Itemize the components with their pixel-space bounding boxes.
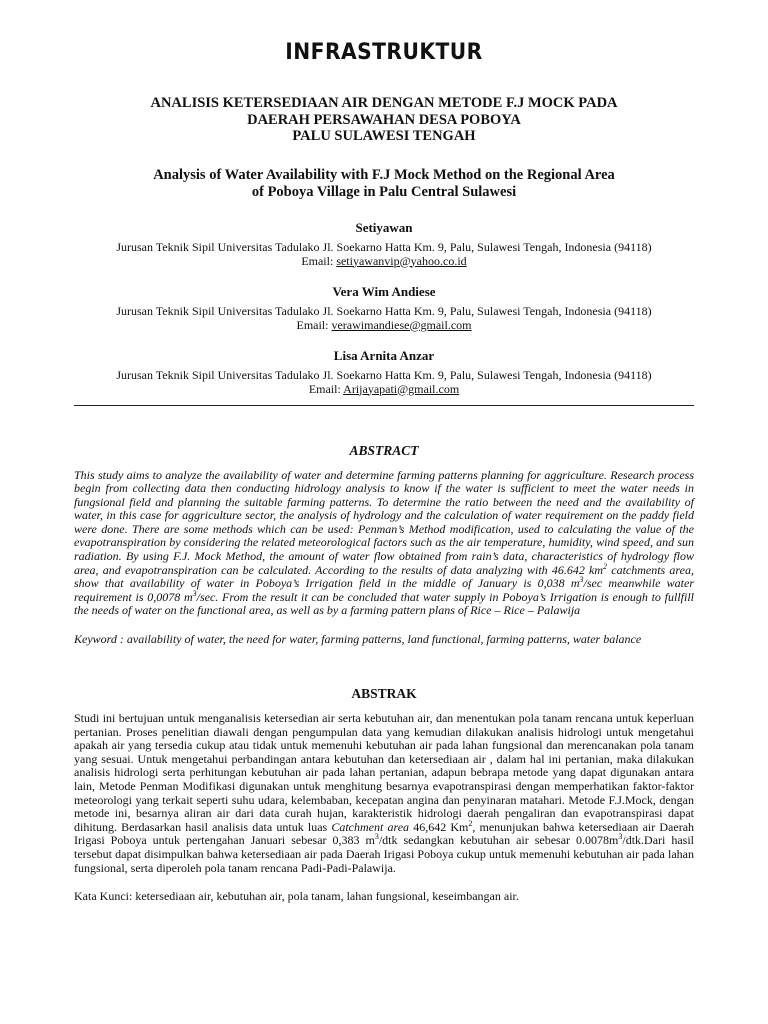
superscript: 2 — [468, 818, 473, 828]
title-indonesian — [74, 95, 694, 145]
author-email-line — [74, 318, 694, 332]
abstrak-text-part: 46,642 Km — [409, 819, 469, 834]
superscript: 3 — [374, 832, 379, 842]
superscript: 3 — [618, 832, 623, 842]
author-name: Vera Wim Andiese — [332, 283, 436, 299]
author-block — [74, 284, 694, 332]
abstrak-text-part: Studi ini bertujuan untuk menganalisis ketersedian air serta kebutuhan air, dan menentukan pola tanam rencana untuk keperluan pertanian. Proses penelitian diawali dengan pengumpulan data yang kemudian dilakukan analisis hidrologi untuk mengetahui apakah air yang tersedia cukup atau tidak untuk memenuhi kebutuhan air pada lahan fungsional dan merencanakan pola tanam yang sesuai. Untuk mengetahui perbandingan antara kebutuhan dan ketersediaan air , dalam hal ini pertanian, maka dilakukan analisis hidrologi serta perhitungan kebutuhan air pada lahan pertanian, adapun bebrapa metode yang dapat digunakan antara lain, Metode Penman Modifikasi digunakan untuk menghitung besarnya evapotranspirasi dengan memperhatikan faktor-faktor meteorologi yang terkait seperti suhu udara, kelembaban, kecepatan angina dan penyinaran matahari. Metode F.J.Mock, dengan metode ini, besarnya aliran air dari data curah hujan, karakteristik hidrologi daerah pengaliran dan evapotranspirasi dapat dihitung. Berdasarkan hasil analisis data untuk luas — [74, 711, 694, 834]
abstract-keywords: Keyword : availability of water, the need for water, farming patterns, land functional, farming patterns, water balance — [74, 632, 642, 647]
abstract-text-part: /sec meanwhile water requirement is 0,0078 m — [74, 576, 695, 604]
superscript: 3 — [192, 588, 197, 598]
abstrak-text-part: , menunjukan bahwa ketersediaan air Daerah Irigasi Poboya untuk pertengahan Januari sebesar 0,383 m — [74, 819, 695, 848]
abstract-heading: ABSTRACT — [349, 442, 419, 458]
email-label: Email: — [296, 317, 332, 332]
title-line: of Poboya Village in Palu Central Sulawesi — [251, 183, 517, 200]
title-line: ANALISIS KETERSEDIAAN AIR DENGAN METODE F.J MOCK PADA — [150, 95, 618, 111]
title-line: PALU SULAWESI TENGAH — [292, 128, 476, 144]
author-name: Setiyawan — [355, 219, 413, 235]
author-affiliation: Jurusan Teknik Sipil Universitas Tadulako Jl. Soekarno Hatta Km. 9, Palu, Sulawesi Tengah, Indonesia (94118) — [116, 367, 652, 382]
journal-name: INFRASTRUKTUR — [285, 40, 483, 65]
author-email-link[interactable]: Arijayapati@gmail.com — [343, 381, 460, 396]
abstrak-text-part: /dtk.Dari hasil tersebut dapat disimpulkan bahwa ketersediaan air pada Daerah Irigasi Poboya cukup untuk memenuhi kebutuhan air pada lahan fungsional, serta diperoleh pola tanam rencana Padi-Padi-Palawija. — [74, 833, 694, 875]
title-line: Analysis of Water Availability with F.J Mock Method on the Regional Area — [153, 166, 615, 183]
title-line: DAERAH PERSAWAHAN DESA POBOYA — [247, 111, 521, 128]
author-block — [74, 220, 694, 268]
author-email-link[interactable]: verawimandiese@gmail.com — [331, 317, 472, 332]
author-email-line — [74, 254, 694, 268]
abstrak-heading: ABSTRAK — [351, 686, 417, 702]
author-block — [74, 348, 694, 396]
abstrak-text-part: /dtk sedangkan kebutuhan air sebesar 0.0078m — [378, 833, 619, 848]
superscript: 3 — [579, 575, 584, 585]
title-english — [74, 167, 694, 201]
author-name: Lisa Arnita Anzar — [333, 347, 435, 363]
abstract-text-part: catchments area, show that availability of water in Poboya’s Irrigation field in the middle of January is 0,038 m — [74, 562, 694, 591]
header-divider — [74, 405, 694, 406]
abstract-text-part: This study aims to analyze the availability of water and determine farming patterns planning for aggriculture. Research process begin from collecting data then conducting hidrology analysis to know if the water is sufficient to meet the water needs in fungsional field and planning the suitable farming patterns. To determine the ratio between the need and the availability of water, in this case for aggriculture sector, the analysis of hydrology and the calculation of water requirement on the paddy field were done. There are some methods which can be used: Penman’s Method modification, used to calculating the value of the evapotranspiration by considering the related meteorological factors such as the air temperature, humidity, wind speed, and sun radiation. By using F.J. Mock Method, the amount of water flow obtained from rain’s data, characteristics of hydrology flow area, and evapotranspiration can be calculated. According to the results of data analyzing with 46.642 km — [74, 467, 694, 577]
abstrak-keywords: Kata Kunci: ketersediaan air, kebutuhan air, pola tanam, lahan fungsional, keseimbangan air. — [74, 889, 519, 904]
catchment-term: Catchment area — [331, 819, 410, 834]
abstrak-text — [74, 712, 694, 875]
author-affiliation: Jurusan Teknik Sipil Universitas Tadulako Jl. Soekarno Hatta Km. 9, Palu, Sulawesi Tengah, Indonesia (94118) — [116, 303, 652, 318]
email-label: Email: — [308, 381, 344, 396]
author-email-link[interactable]: setiyawanvip@yahoo.co.id — [336, 253, 467, 268]
abstract-text-part: /sec. From the result it can be concluded that water supply in Poboya’s Irrigation is enough to fullfill the needs of water on the functional area, as well as by a farming pattern plans of Rice – Rice – Palawija — [74, 589, 694, 618]
author-affiliation: Jurusan Teknik Sipil Universitas Tadulako Jl. Soekarno Hatta Km. 9, Palu, Sulawesi Tengah, Indonesia (94118) — [116, 239, 652, 254]
abstract-text — [74, 469, 694, 619]
author-email-line — [74, 382, 694, 396]
superscript: 2 — [603, 561, 608, 571]
email-label: Email: — [301, 253, 337, 268]
